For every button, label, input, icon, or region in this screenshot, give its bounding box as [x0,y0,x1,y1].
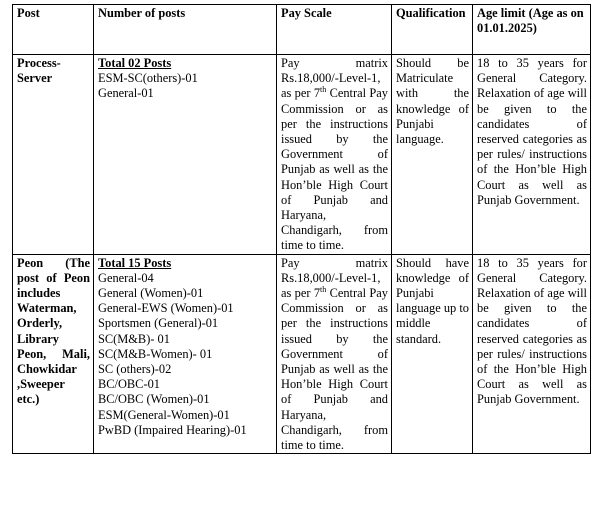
post-category: General-04 [98,270,154,285]
post-category: General-01 [98,86,154,101]
age-limit-cell: 18 to 35 years for General Category. Relaxation of age will be given to the candidates of reserved categories as per rules/ instructions of the Hon’ble High Court as well as Punjab Government. [473,254,591,454]
post-category: SC(M&B-Women)- 01 [98,346,213,361]
header-number-of-posts: Number of posts [94,5,277,55]
header-pay-scale: Pay Scale [277,5,392,55]
table-row-process-server [13,55,591,255]
post-category: SC(M&B)- 01 [98,331,170,346]
header-qualification: Qualification [392,5,473,55]
pay-scale-cell [277,254,392,454]
qualification-cell: Should have knowledge of Punjabi language up to middle standard. [392,254,473,454]
header-age-limit: Age limit (Age as on 01.01.2025) [473,5,591,55]
post-category: PwBD (Impaired Hearing)-01 [98,422,247,437]
post-name: Process-Server [13,55,94,255]
number-of-posts-cell [94,55,277,255]
post-category: ESM(General-Women)-01 [98,407,230,422]
recruitment-table [12,4,591,454]
post-category: General-EWS (Women)-01 [98,301,234,316]
pay-scale-text: Pay matrix Rs.18,000/-Level-1, as per 7 [281,255,388,301]
pay-scale-superscript: th [320,85,327,95]
post-category: BC/OBC (Women)-01 [98,392,210,407]
age-limit-cell: 18 to 35 years for General Category. Relaxation of age will be given to the candidates of reserved categories as per rules/ instructions of the Hon’ble High Court as well as Punjab Government. [473,55,591,255]
post-category: ESM-SC(others)-01 [98,71,198,86]
pay-scale-cell [277,55,392,255]
post-category: SC (others)-02 [98,362,172,377]
table-row-peon [13,254,591,454]
post-category: BC/OBC-01 [98,377,160,392]
total-posts: Total 15 Posts [98,255,172,270]
post-category: General (Women)-01 [98,286,204,301]
number-of-posts-cell [94,254,277,454]
pay-scale-superscript: th [320,284,327,294]
qualification-cell: Should be Matriculate with the knowledge of Punjabi language. [392,55,473,255]
post-name: Peon (The post of Peon includes Waterman, Orderly, Library Peon, Mali, Chowkidar ,Sweeper etc.) [13,254,94,454]
post-category: Sportsmen (General)-01 [98,316,219,331]
total-posts: Total 02 Posts [98,56,172,70]
pay-scale-text-cont: Central Pay Commission or as per the instructions issued by the Government of Punjab as well as the Hon’ble High Court of Punjab and Haryana, Chandigarh, from time to time. [281,86,388,253]
table-header-row [13,5,591,55]
pay-scale-text-cont: Central Pay Commission or as per the instructions issued by the Government of Punjab as well as the Hon’ble High Court of Punjab and Haryana, Chandigarh, from time to time. [281,286,388,453]
header-post: Post [13,5,94,55]
pay-scale-text: Pay matrix Rs.18,000/-Level-1, as per 7 [281,56,388,101]
